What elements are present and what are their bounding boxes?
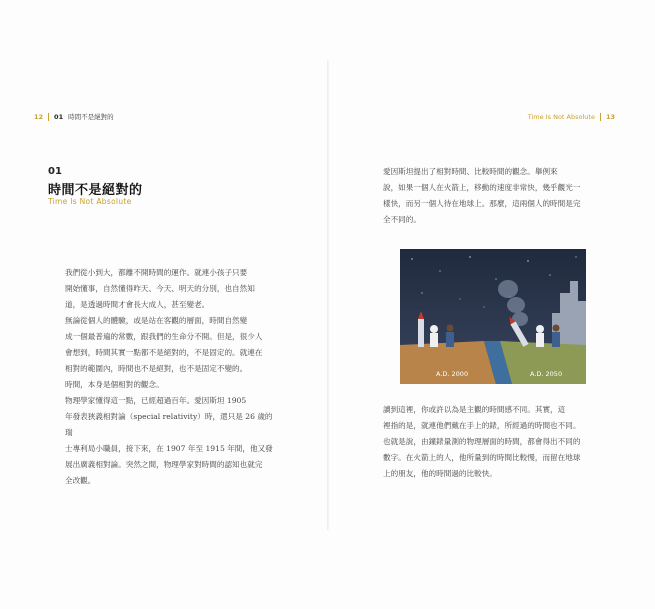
text-line: 會想到，時間其實一點都不是絕對的，不是固定的。就連在: [65, 348, 263, 357]
illustration-time-travel: [400, 249, 586, 384]
text-line: 士專利局小職員，接下來，在 1907 年至 1915 年間，他又發: [65, 444, 273, 453]
page-gutter: [327, 60, 329, 530]
text-line: 成一個最普遍的常數，跟我們的生命分不開。但是，很少人: [65, 332, 263, 341]
page-number-left: 12: [34, 113, 44, 121]
right-page-intro: [383, 164, 607, 228]
page-number-right: 13: [605, 113, 615, 121]
chapter-number: 01: [48, 166, 62, 177]
header-divider: [600, 113, 601, 121]
text-line: 裡指的是，就連他們戴在手上的錶，所經過的時間也不同。: [383, 421, 581, 430]
header-chapter-title: 時間不是絕對的: [68, 113, 114, 121]
text-line: 上的朋友，他的時間過的比較快。: [383, 469, 497, 478]
text-line: 開始懂事，自然懂得昨天、今天、明天的分別，也自然知: [65, 284, 255, 293]
left-page-body: [65, 265, 275, 489]
text-line: 說，如果一個人在火箭上，移動的速度非常快，幾乎觀光一: [383, 183, 581, 192]
text-line: 也就是說，由鐘錶量測的物理層面的時間，都會得出不同的: [383, 437, 581, 446]
text-line: 樣快，而另一個人待在地球上。那麼，這兩個人的時間是完: [383, 199, 581, 208]
label-ad-2050: A.D. 2050: [530, 370, 563, 378]
chapter-title: 時間不是絕對的: [48, 183, 143, 198]
text-line: 道，是透過時間才會長大成人，甚至變老。: [65, 300, 210, 309]
text-line: 年發表狹義相對論（special relativity）時，還只是 26 歲的瑞: [65, 412, 273, 437]
chapter-subtitle: Time Is Not Absolute: [48, 197, 132, 206]
illustration-art: [400, 249, 586, 384]
text-line: 相對的範圍內，時間也不是絕對，也不是固定不變的。: [65, 364, 248, 373]
text-line: 全不同的。: [383, 215, 421, 224]
text-line: 讀到這裡，你或許以為是主觀的時間感不同。其實，這: [383, 405, 566, 414]
text-line: 無論從個人的體驗，或是站在客觀的層面，時間自然變: [65, 316, 248, 325]
header-chapter-number: 01: [54, 113, 64, 121]
running-header-right: [528, 113, 615, 121]
text-line: 物理學家懂得這一點，已經超過百年。愛因斯坦 1905: [65, 396, 247, 405]
label-ad-2000: A.D. 2000: [436, 370, 469, 378]
running-header-left: [34, 113, 114, 121]
header-divider: [48, 113, 49, 121]
header-title-en: Time Is Not Absolute: [527, 113, 595, 121]
text-line: 時間，本身是個相對的觀念。: [65, 380, 164, 389]
text-line: 全改觀。: [65, 476, 96, 485]
text-line: 愛因斯坦提出了相對時間、比較時間的觀念。舉例來: [383, 167, 558, 176]
text-line: 數字。在火箭上的人，他所量到的時間比較慢，而留在地球: [383, 453, 581, 462]
right-page-body: [383, 402, 607, 482]
text-line: 我們從小到大，都離不開時間的運作。就連小孩子只要: [65, 268, 248, 277]
text-line: 展出廣義相對論。突然之間，物理學家對時間的認知也就完: [65, 460, 263, 469]
